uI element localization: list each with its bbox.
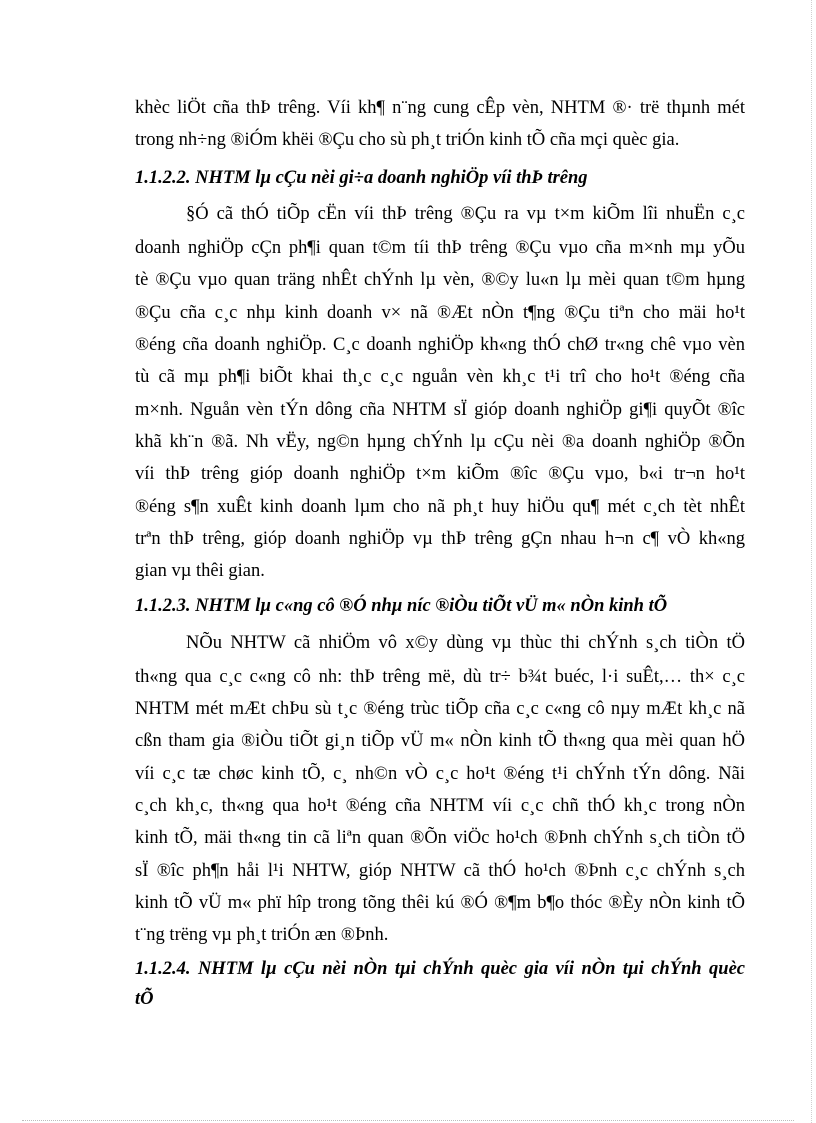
body-line: §Ó cã thÓ tiÕp cËn víi thÞ trêng ®Çu ra vµ t×m kiÕm lîi nhuËn c¸c: [186, 204, 745, 224]
section-heading: 1.1.2.2. NHTM lµ cÇu nèi gi÷a doanh nghiÖp víi thÞ trêng: [135, 168, 588, 188]
section-heading: 1.1.2.4. NHTM lµ cÇu nèi nÒn tµi chÝnh quèc gia víi nÒn tµi chÝnh quèc: [135, 959, 745, 979]
body-line: khèc liÖt cña thÞ trêng. Víi kh¶ n¨ng cung cÊp vèn, NHTM ®· trë thµnh mét: [135, 98, 745, 118]
body-line: víi c¸c tæ chøc kinh tÕ, c¸ nh©n vÒ c¸c ho¹t ®éng t¹i chÝnh tÝn dông. Nãi: [135, 764, 745, 784]
body-line: sÏ ®îc ph¶n håi l¹i NHTW, gióp NHTW cã thÓ ho¹ch ®Þnh c¸c chÝnh s¸ch: [135, 861, 745, 881]
section-heading-continued: tÕ: [135, 989, 154, 1009]
body-line: tù cã mµ ph¶i biÕt khai th¸c c¸c nguån vèn kh¸c t¹i trî cho ho¹t ®éng cña: [135, 367, 745, 387]
body-line: cßn tham gia ®iÒu tiÕt gi¸n tiÕp vÜ m« nÒn kinh tÕ th«ng qua mèi quan hÖ: [135, 731, 745, 751]
body-line: ®éng s¶n xuÊt kinh doanh lµm cho nã ph¸t huy hiÖu qu¶ mét c¸ch tèt nhÊt: [135, 497, 745, 517]
body-line: gian vµ thêi gian.: [135, 561, 265, 581]
body-line: t¨ng trëng vµ ph¸t triÓn æn ®Þnh.: [135, 925, 389, 945]
body-line: m×nh. Nguån vèn tÝn dông cña NHTM sÏ gióp doanh nghiÖp gi¶i quyÕt ®îc: [135, 400, 745, 420]
body-line: ®éng cña doanh nghiÖp. C¸c doanh nghiÖp kh«ng thÓ chØ tr«ng chê vµo vèn: [135, 335, 745, 355]
body-line: doanh nghiÖp cÇn ph¶i quan t©m tíi thÞ trêng ®Çu vµo cña m×nh mµ yÕu: [135, 238, 745, 258]
body-line: trªn thÞ trêng, gióp doanh nghiÖp vµ thÞ trêng gÇn nhau h¬n c¶ vÒ kh«ng: [135, 529, 745, 549]
page-bottom-border: [22, 1120, 794, 1121]
body-line: tè ®Çu vµo quan träng nhÊt chÝnh lµ vèn, ®©y lu«n lµ mèi quan t©m hµng: [135, 270, 745, 290]
body-line: trong nh÷ng ®iÓm khëi ®Çu cho sù ph¸t triÓn kinh tÕ cña mçi quèc gia.: [135, 130, 680, 150]
body-line: kinh tÕ, mäi th«ng tin cã liªn quan ®Õn viÖc ho¹ch ®Þnh chÝnh s¸ch tiÒn tÖ: [135, 828, 745, 848]
body-line: ®Çu cña c¸c nhµ kinh doanh v× nã ®Æt nÒn t¶ng ®Çu tiªn cho mäi ho¹t: [135, 303, 745, 323]
body-line: c¸ch kh¸c, th«ng qua ho¹t ®éng cña NHTM víi c¸c chñ thÓ kh¸c trong nÒn: [135, 796, 745, 816]
body-line: th«ng qua c¸c c«ng cô nh: thÞ trêng më, dù tr÷ b¾t buéc, l·i suÊt,… th× c¸c: [135, 667, 745, 687]
body-line: NÕu NHTW cã nhiÖm vô x©y dùng vµ thùc thi chÝnh s¸ch tiÒn tÖ: [186, 633, 745, 653]
body-line: víi thÞ trêng gióp doanh nghiÖp t×m kiÕm ®îc ®Çu vµo, b«i tr¬n ho¹t: [135, 464, 745, 484]
body-line: khã kh¨n ®ã. Nh vËy, ng©n hµng chÝnh lµ cÇu nèi ®a doanh nghiÖp ®Õn: [135, 432, 745, 452]
section-heading: 1.1.2.3. NHTM lµ c«ng cô ®Ó nhµ níc ®iÒu tiÕt vÜ m« nÒn kinh tÕ: [135, 596, 668, 616]
body-line: NHTM mét mÆt chÞu sù t¸c ®éng trùc tiÕp cña c¸c c«ng cô nµy mÆt kh¸c nã: [135, 699, 745, 719]
page-right-border: [811, 0, 812, 1123]
body-line: kinh tÕ vÜ m« phï hîp trong tõng thêi kú ®Ó ®¶m b¶o thóc ®Èy nÒn kinh tÕ: [135, 893, 745, 913]
